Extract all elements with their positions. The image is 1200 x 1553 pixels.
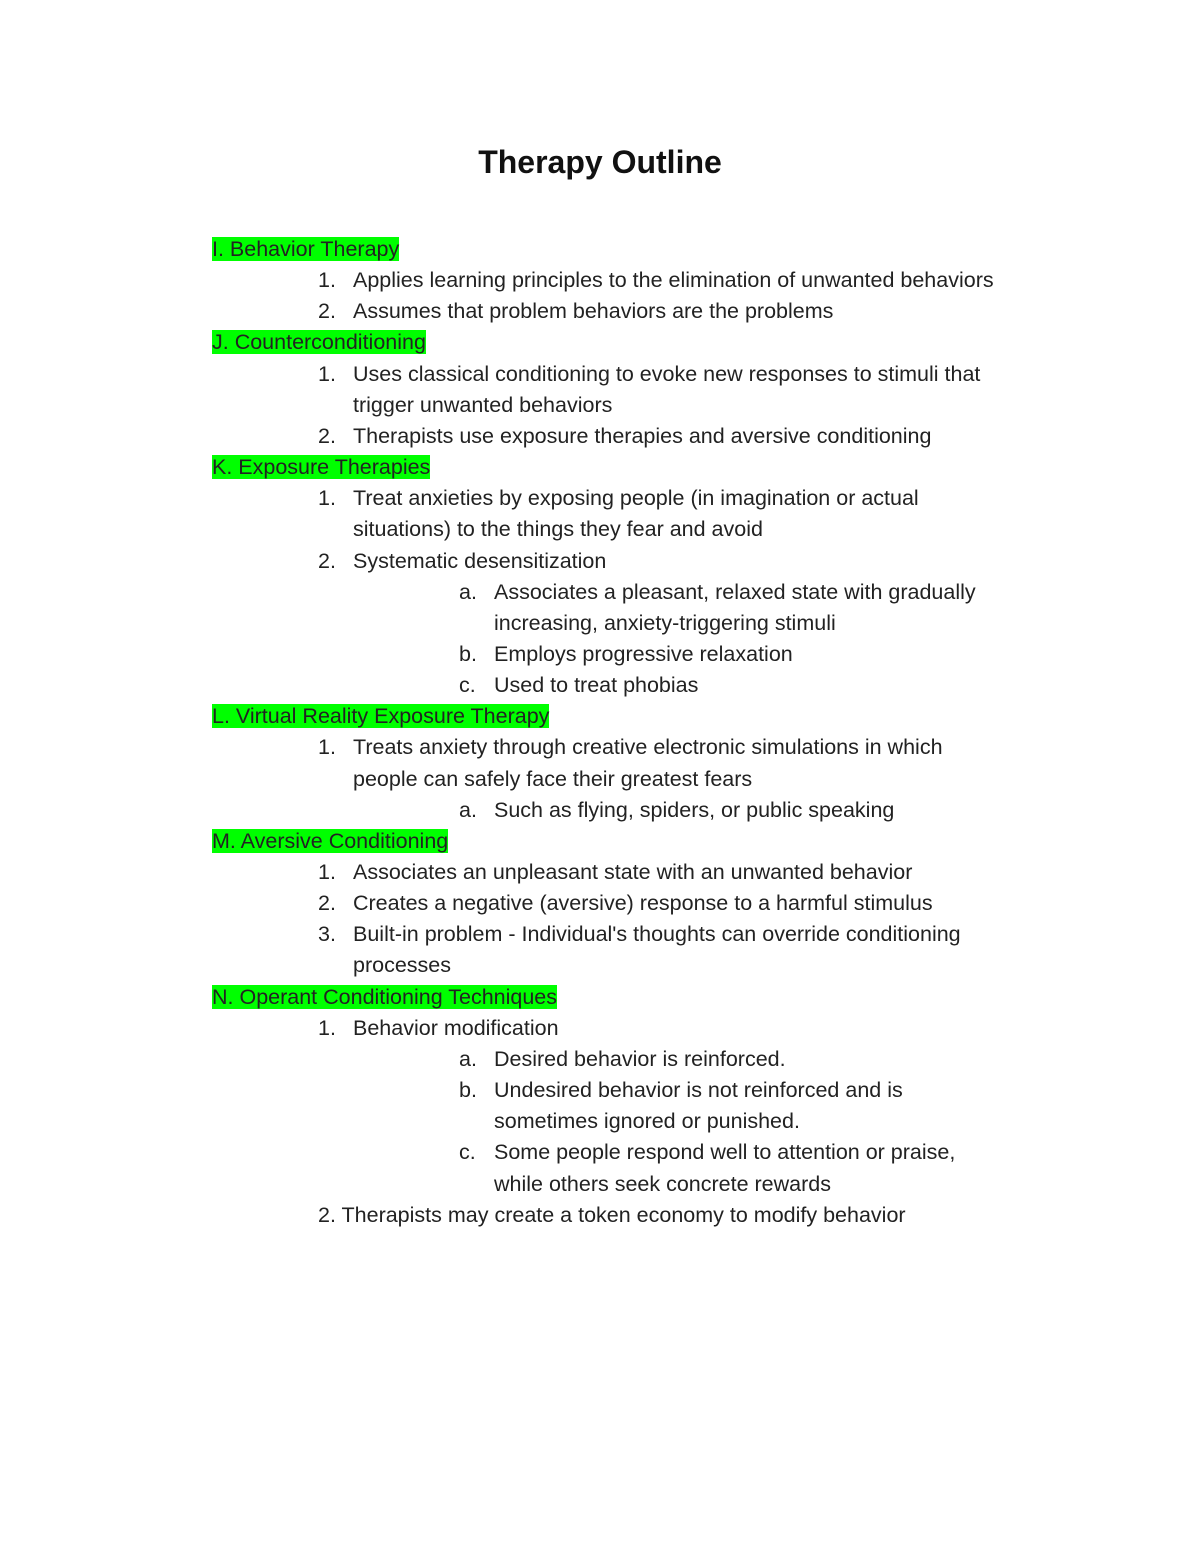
item-text: Applies learning principles to the elimination of unwanted behaviors <box>353 268 994 293</box>
item-number: 1. <box>318 735 336 760</box>
item-number: 3. <box>318 922 336 947</box>
subitem-text: Associates a pleasant, relaxed state with gradually <box>494 579 976 604</box>
page-title: Therapy Outline <box>478 144 722 180</box>
subitem-letter: c. <box>459 673 476 698</box>
trailing-item-text: 2. Therapists may create a token economy to modify behavior <box>318 1202 906 1227</box>
subitem-letter: b. <box>459 642 477 666</box>
section-heading-text: L. Virtual Reality Exposure Therapy <box>212 704 550 729</box>
subitem-letter: a. <box>459 1046 477 1071</box>
subitem-text: increasing, anxiety-triggering stimuli <box>494 610 836 635</box>
item-number: 2. <box>318 299 336 324</box>
item-text: Associates an unpleasant state with an unwanted behavior <box>353 860 913 884</box>
subitem-letter: a. <box>459 797 477 822</box>
item-number: 1. <box>318 1015 336 1040</box>
section-heading-text: I. Behavior Therapy <box>212 237 400 261</box>
item-number: 1. <box>318 860 336 884</box>
item-number: 2. <box>318 548 336 573</box>
item-text: Treat anxieties by exposing people (in imagination or actual <box>353 486 919 511</box>
item-number: 2. <box>318 423 336 448</box>
item-text: processes <box>353 953 451 978</box>
section-heading-text: N. Operant Conditioning Techniques <box>212 984 558 1009</box>
item-text: Systematic desensitization <box>353 548 607 573</box>
section-heading-text: M. Aversive Conditioning <box>212 828 449 853</box>
section-heading <box>212 234 399 265</box>
section-heading <box>212 982 557 1013</box>
item-number: 1. <box>318 361 336 386</box>
subitem-text: Employs progressive relaxation <box>494 642 793 666</box>
item-text: people can safely face their greatest fears <box>353 766 753 791</box>
subitem-letter: b. <box>459 1078 477 1102</box>
subitem-letter: c. <box>459 1140 476 1165</box>
subitem-text: Some people respond well to attention or praise, <box>494 1140 956 1165</box>
item-text: Creates a negative (aversive) response to a harmful stimulus <box>353 891 933 916</box>
subitem-text: Used to treat phobias <box>494 673 699 698</box>
subitem-text: Desired behavior is reinforced. <box>494 1046 786 1071</box>
section-heading <box>212 826 448 857</box>
subitem-text: Undesired behavior is not reinforced and is <box>494 1078 903 1102</box>
item-text: trigger unwanted behaviors <box>353 392 613 417</box>
subitem-text: while others seek concrete rewards <box>494 1171 831 1196</box>
subitem-letter: a. <box>459 579 477 604</box>
item-text: Assumes that problem behaviors are the problems <box>353 299 834 324</box>
section-heading <box>212 701 549 732</box>
section-heading-text: K. Exposure Therapies <box>212 455 431 479</box>
item-number: 1. <box>318 268 336 293</box>
item-text: Built-in problem - Individual's thoughts can override conditioning <box>353 922 961 947</box>
section-heading <box>212 327 426 358</box>
section-heading <box>212 452 430 483</box>
item-text: situations) to the things they fear and avoid <box>353 517 763 542</box>
item-number: 1. <box>318 486 336 511</box>
item-number: 2. <box>318 891 336 916</box>
item-text: Treats anxiety through creative electronic simulations in which <box>353 735 943 760</box>
item-text: Uses classical conditioning to evoke new responses to stimuli that <box>353 361 981 386</box>
subitem-text: sometimes ignored or punished. <box>494 1109 800 1134</box>
item-text: Therapists use exposure therapies and aversive conditioning <box>353 423 932 448</box>
item-text: Behavior modification <box>353 1015 559 1040</box>
subitem-text: Such as flying, spiders, or public speaking <box>494 797 895 822</box>
section-heading-text: J. Counterconditioning <box>212 330 426 355</box>
